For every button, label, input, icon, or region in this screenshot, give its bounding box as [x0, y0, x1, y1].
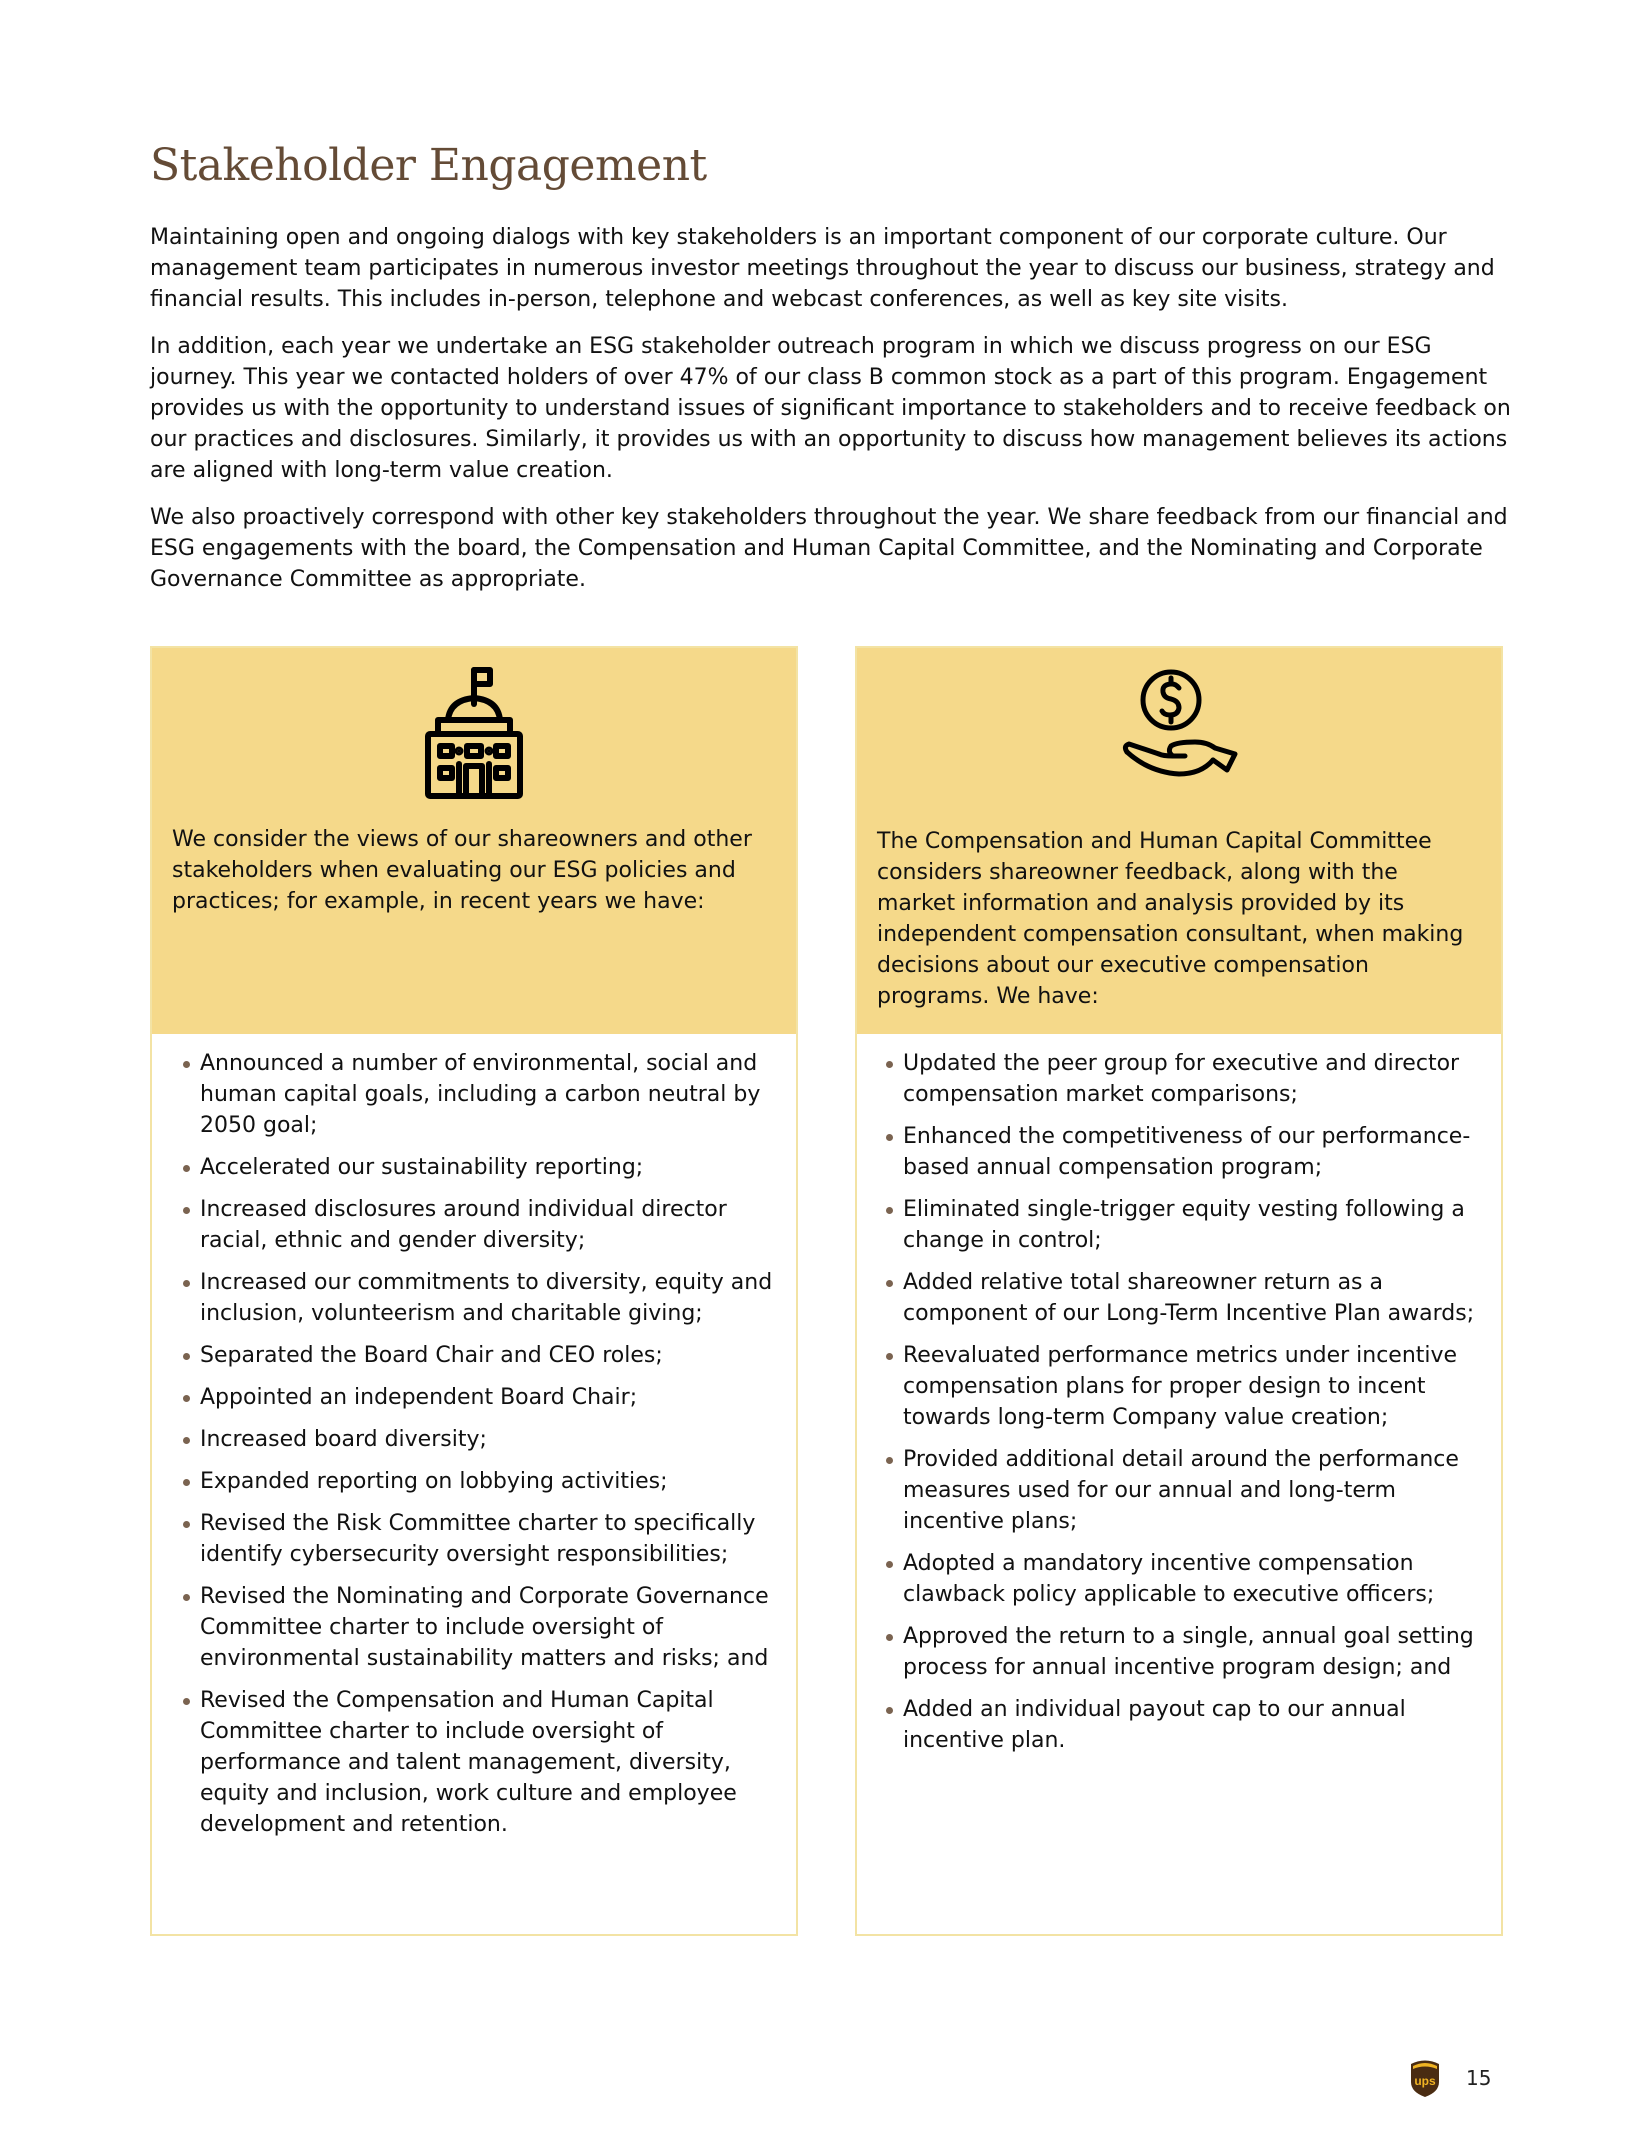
list-item: Provided additional detail around the performance measures used for our annual and long-term incentive plans;	[903, 1444, 1491, 1537]
hand-holding-dollar-icon	[1109, 664, 1249, 804]
list-item: Revised the Nominating and Corporate Governance Committee charter to include oversight of environmental sustainability matters and risks; and	[200, 1581, 786, 1674]
list-item: Reevaluated performance metrics under incentive compensation plans for proper design to incent towards long-term Company value creation;	[903, 1340, 1491, 1433]
list-item: Added an individual payout cap to our annual incentive plan.	[903, 1694, 1491, 1756]
intro-paragraph: Maintaining open and ongoing dialogs with key stakeholders is an important component of our corporate culture. Our management team participates in numerous investor meetings throughout the year to discuss our business, strategy and financial results. This includes in-person, telephone and webcast conferences, as well as key site visits.	[150, 225, 1495, 312]
card-bullet-list	[152, 1034, 796, 1840]
government-building-icon	[404, 664, 544, 804]
list-item: Adopted a mandatory incentive compensation clawback policy applicable to executive officers;	[903, 1548, 1491, 1610]
ups-shield-logo-icon	[1408, 2058, 1442, 2098]
list-item: Increased disclosures around individual director racial, ethnic and gender diversity;	[200, 1194, 786, 1256]
list-item: Separated the Board Chair and CEO roles;	[200, 1340, 786, 1371]
list-item: Eliminated single-trigger equity vesting following a change in control;	[903, 1194, 1491, 1256]
card-intro-text: We consider the views of our shareowners and other stakeholders when evaluating our ESG policies and practices; for example, in recent years we have:	[172, 827, 752, 914]
card-header	[857, 648, 1501, 1034]
list-item: Added relative total shareowner return as a component of our Long-Term Incentive Plan awards;	[903, 1267, 1491, 1329]
compensation-committee-card	[855, 646, 1503, 1936]
page-title: Stakeholder Engagement	[150, 140, 707, 191]
intro-text	[150, 222, 1520, 611]
list-item: Revised the Risk Committee charter to specifically identify cybersecurity oversight responsibilities;	[200, 1508, 786, 1570]
list-item: Appointed an independent Board Chair;	[200, 1382, 786, 1413]
page-footer	[1408, 2058, 1491, 2098]
list-item: Increased our commitments to diversity, equity and inclusion, volunteerism and charitable giving;	[200, 1267, 786, 1329]
list-item: Enhanced the competitiveness of our performance-based annual compensation program;	[903, 1121, 1491, 1183]
list-item: Announced a number of environmental, social and human capital goals, including a carbon neutral by 2050 goal;	[200, 1048, 786, 1141]
page-number: 15	[1466, 2066, 1492, 2090]
esg-stakeholder-card	[150, 646, 798, 1936]
card-intro-text: The Compensation and Human Capital Committee considers shareowner feedback, along with the market information and analysis provided by its independent compensation consultant, when making decisions about our executive compensation programs. We have:	[877, 829, 1464, 1009]
svg-text:ups: ups	[1414, 2074, 1436, 2088]
list-item: Increased board diversity;	[200, 1424, 786, 1455]
card-header	[152, 648, 796, 1034]
list-item: Expanded reporting on lobbying activities;	[200, 1466, 786, 1497]
card-bullet-list	[857, 1034, 1501, 1756]
list-item: Updated the peer group for executive and director compensation market comparisons;	[903, 1048, 1491, 1110]
list-item: Approved the return to a single, annual goal setting process for annual incentive program design; and	[903, 1621, 1491, 1683]
list-item: Revised the Compensation and Human Capital Committee charter to include oversight of performance and talent management, diversity, equity and inclusion, work culture and employee development and retention.	[200, 1685, 786, 1840]
list-item: Accelerated our sustainability reporting;	[200, 1152, 786, 1183]
intro-paragraph: We also proactively correspond with other key stakeholders throughout the year. We share feedback from our financial and ESG engagements with the board, the Compensation and Human Capital Committee, and the Nominating and Corporate Governance Committee as appropriate.	[150, 505, 1508, 592]
intro-paragraph: In addition, each year we undertake an ESG stakeholder outreach program in which we discuss progress on our ESG journey. This year we contacted holders of over 47% of our class B common stock as a part of this program. Engagement provides us with the opportunity to understand issues of significant importance to stakeholders and to receive feedback on our practices and disclosures. Similarly, it provides us with an opportunity to discuss how management believes its actions are aligned with long-term value creation.	[150, 334, 1511, 483]
